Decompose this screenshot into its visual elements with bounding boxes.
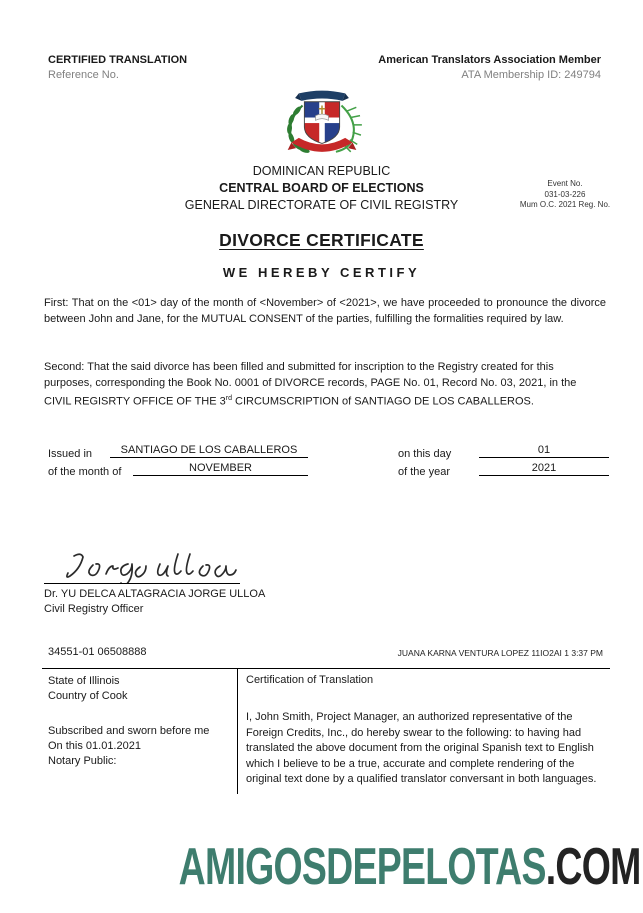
notary-sworn-line3: Notary Public:: [48, 755, 117, 767]
signatory-title: Civil Registry Officer: [44, 603, 144, 615]
watermark-tld: .COM: [546, 838, 641, 896]
notary-sworn-line1: Subscribed and sworn before me: [48, 725, 210, 737]
country-title: DOMINICAN REPUBLIC: [252, 164, 391, 178]
signature-line: [44, 583, 240, 584]
header-left: [48, 53, 187, 83]
event-number-block: [502, 179, 628, 211]
table-vertical-divider: [237, 668, 238, 794]
clerk-stamp-text: JUANA KARNA VENTURA LOPEZ 11IO2AI 1 3:37 PM: [397, 648, 603, 658]
ordinal-suffix: rd: [225, 395, 232, 402]
notary-attestation: [48, 724, 209, 769]
notary-sworn-line2: On this 01.01.2021: [48, 740, 141, 752]
second-clause-text-end: CIRCUMSCRIPTION of SANTIAGO DE LOS CABALLEROS.: [231, 395, 534, 408]
notary-country: Country of Cook: [48, 690, 128, 702]
watermark-logo: [179, 837, 641, 897]
reference-no-label: Reference No.: [48, 69, 119, 81]
issued-in-label: Issued in: [48, 448, 93, 460]
notary-state: State of Illinois: [48, 675, 120, 687]
signatory-block: [44, 587, 265, 617]
watermark-brand: AMIGOSDEPELOTAS: [179, 838, 547, 896]
month-label: of the month of: [48, 466, 122, 478]
event-no-value: 031-03-226: [544, 189, 586, 199]
document-subtitle: WE HEREBY CERTIFY: [222, 265, 421, 280]
issued-in-value: SANTIAGO DE LOS CABALLEROS: [110, 444, 308, 458]
second-clause-text: Second: That the said divorce has been filled and submitted for inscription to the Registry created for this purposes, corresponding the Book No. 0001 of DIVORCE records, PAGE No. 01, Record No. 03, 2021, in the CIVIL REGISRTY OFFICE OF THE 3: [44, 361, 577, 408]
document-number: 34551-01 06508888: [48, 646, 147, 658]
ata-member-label: American Translators Association Member: [378, 54, 601, 66]
notary-jurisdiction: [48, 674, 127, 704]
ata-membership-id: ATA Membership ID: 249794: [461, 69, 601, 81]
directorate-title: GENERAL DIRECTORATE OF CIVIL REGISTRY: [184, 198, 459, 212]
header-right: [378, 53, 601, 83]
month-value: NOVEMBER: [133, 462, 308, 476]
certified-translation-label: CERTIFIED TRANSLATION: [48, 54, 188, 66]
day-label: on this day: [398, 448, 452, 460]
second-clause-paragraph: [44, 360, 592, 410]
board-title: CENTRAL BOARD OF ELECTIONS: [219, 181, 424, 195]
certification-title: Certification of Translation: [246, 674, 374, 686]
table-top-rule: [42, 668, 610, 669]
first-clause-paragraph: First: That on the <01> day of the month of <November> of <2021>, we have proceeded to pronounce the divorce between John and Jane, for the MUTUAL CONSENT of the parties, fulfilling the formalities required by law.: [44, 297, 606, 325]
dominican-coat-of-arms-icon: [271, 86, 373, 167]
document-title: DIVORCE CERTIFICATE: [219, 230, 424, 250]
signatory-name: Dr. YU DELCA ALTAGRACIA JORGE ULLOA: [44, 588, 266, 600]
day-value: 01: [479, 444, 609, 458]
year-label: of the year: [398, 466, 450, 478]
event-no-label: Event No.: [547, 179, 583, 188]
certification-statement: I, John Smith, Project Manager, an authorized representative of the Foreign Credits, Inc., do hereby swear to the following: to having had translated the above document from the original Spanish text to English which I believe to be a true, accurate and complete rendering of the original text done by a qualified translator conversant in both languages.: [246, 711, 597, 785]
event-reg-label: Mum O.C. 2021 Reg. No.: [519, 200, 611, 209]
year-value: 2021: [479, 462, 609, 476]
